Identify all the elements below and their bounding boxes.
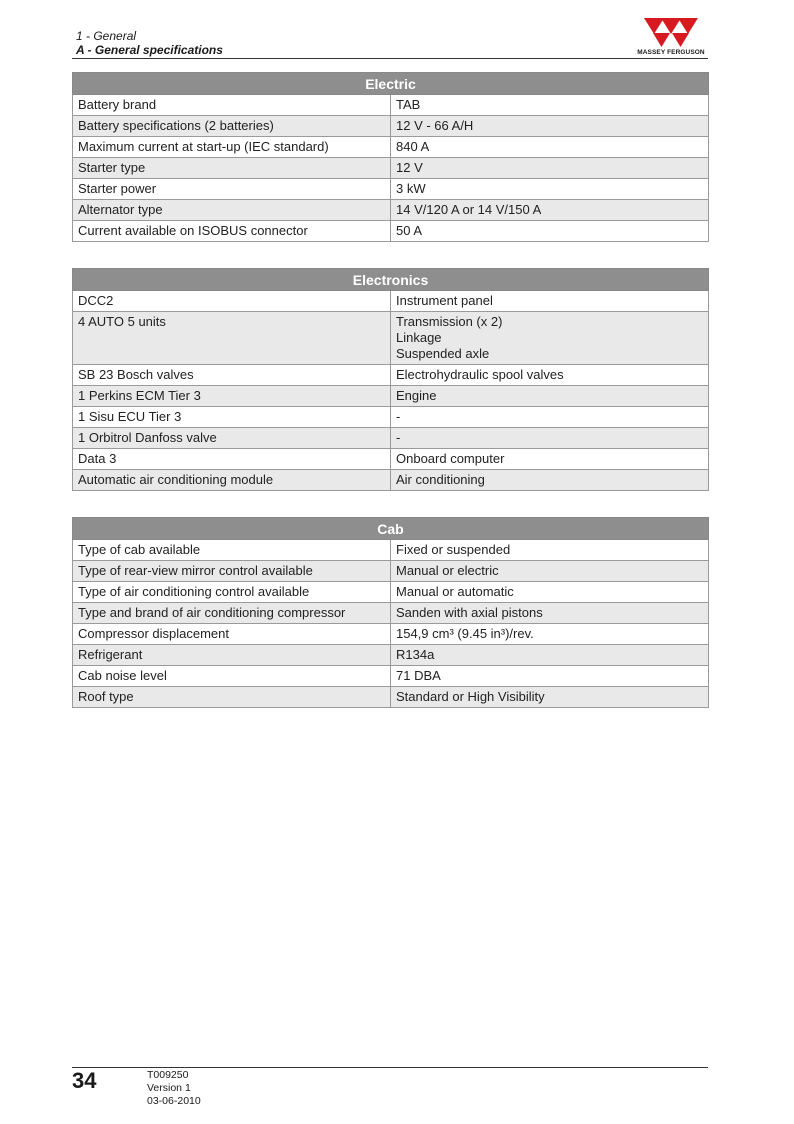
table-title: Cab: [73, 518, 709, 540]
spec-label-cell: Current available on ISOBUS connector: [73, 221, 391, 242]
spec-label-cell: Battery brand: [73, 95, 391, 116]
table-row: [73, 561, 709, 582]
spec-value-cell: TAB: [391, 95, 709, 116]
spec-value-cell: Fixed or suspended: [391, 540, 709, 561]
spec-label-cell: Starter power: [73, 179, 391, 200]
table-row: [73, 179, 709, 200]
spec-value-cell: Electrohydraulic spool valves: [391, 365, 709, 386]
footer-divider: [72, 1067, 708, 1068]
spec-value-cell: -: [391, 407, 709, 428]
spec-value-cell: 154,9 cm³ (9.45 in³)/rev.: [391, 624, 709, 645]
spec-value-cell: Instrument panel: [391, 291, 709, 312]
doc-code: T009250: [147, 1069, 189, 1081]
section-title: A - General specifications: [76, 43, 223, 57]
logo-triangle-bottom-left: [653, 33, 670, 47]
table-row: [73, 95, 709, 116]
table-row: [73, 200, 709, 221]
table-row: [73, 470, 709, 491]
spec-label-cell: Type of air conditioning control available: [73, 582, 391, 603]
logo-triangle-bottom-right: [672, 33, 689, 47]
spec-label-cell: Type of cab available: [73, 540, 391, 561]
table-row: [73, 603, 709, 624]
spec-value-cell: 50 A: [391, 221, 709, 242]
spec-label-cell: Automatic air conditioning module: [73, 470, 391, 491]
table-row: [73, 137, 709, 158]
spec-label-cell: Type and brand of air conditioning compressor: [73, 603, 391, 624]
table-row: [73, 386, 709, 407]
table-row: [73, 407, 709, 428]
page-number: 34: [72, 1068, 97, 1093]
table-row: [73, 116, 709, 137]
spec-label-cell: Battery specifications (2 batteries): [73, 116, 391, 137]
table-row: [73, 645, 709, 666]
spec-value-cell: Onboard computer: [391, 449, 709, 470]
spec-value-cell: Manual or electric: [391, 561, 709, 582]
cab-spec-table: [72, 517, 709, 708]
header-divider: [72, 58, 708, 59]
spec-value-cell: 12 V - 66 A/H: [391, 116, 709, 137]
spec-value-cell: 71 DBA: [391, 666, 709, 687]
doc-date: 03-06-2010: [147, 1095, 201, 1107]
spec-value-cell: Engine: [391, 386, 709, 407]
table-row: [73, 221, 709, 242]
spec-label-cell: Type of rear-view mirror control available: [73, 561, 391, 582]
spec-value-cell: 12 V: [391, 158, 709, 179]
spec-value-cell: Sanden with axial pistons: [391, 603, 709, 624]
spec-value-cell: Transmission (x 2) Linkage Suspended axle: [391, 312, 709, 365]
spec-label-cell: Roof type: [73, 687, 391, 708]
electric-spec-table: [72, 72, 709, 242]
chapter-label: 1 - General: [76, 29, 137, 43]
table-row: [73, 624, 709, 645]
spec-value-cell: 14 V/120 A or 14 V/150 A: [391, 200, 709, 221]
table-row: [73, 158, 709, 179]
spec-label-cell: 1 Sisu ECU Tier 3: [73, 407, 391, 428]
spec-label-cell: Compressor displacement: [73, 624, 391, 645]
spec-label-cell: SB 23 Bosch valves: [73, 365, 391, 386]
spec-value-cell: 3 kW: [391, 179, 709, 200]
document-info: [147, 1069, 201, 1108]
spec-label-cell: Cab noise level: [73, 666, 391, 687]
electronics-spec-table: [72, 268, 709, 491]
logo-triangle-left: [644, 18, 664, 34]
table-row: [73, 582, 709, 603]
doc-version: Version 1: [147, 1082, 191, 1094]
spec-label-cell: Starter type: [73, 158, 391, 179]
table-row: [73, 687, 709, 708]
spec-label-cell: 4 AUTO 5 units: [73, 312, 391, 365]
spec-label-cell: Refrigerant: [73, 645, 391, 666]
table-row: [73, 291, 709, 312]
spec-value-cell: Manual or automatic: [391, 582, 709, 603]
table-row: [73, 312, 709, 365]
spec-value-cell: R134a: [391, 645, 709, 666]
spec-value-cell: -: [391, 428, 709, 449]
table-row: [73, 365, 709, 386]
table-row: [73, 666, 709, 687]
table-row: [73, 449, 709, 470]
spec-label-cell: Data 3: [73, 449, 391, 470]
table-title: Electronics: [73, 269, 709, 291]
spec-label-cell: Alternator type: [73, 200, 391, 221]
spec-value-cell: Air conditioning: [391, 470, 709, 491]
logo-triangle-right: [678, 18, 698, 34]
spec-label-cell: DCC2: [73, 291, 391, 312]
spec-value-cell: Standard or High Visibility: [391, 687, 709, 708]
table-title: Electric: [73, 73, 709, 95]
logo-triangle-center: [661, 18, 681, 34]
spec-label-cell: 1 Orbitrol Danfoss valve: [73, 428, 391, 449]
spec-value-cell: 840 A: [391, 137, 709, 158]
spec-label-cell: Maximum current at start-up (IEC standard): [73, 137, 391, 158]
table-row: [73, 540, 709, 561]
table-row: [73, 428, 709, 449]
brand-wordmark: MASSEY FERGUSON: [637, 49, 705, 56]
spec-label-cell: 1 Perkins ECM Tier 3: [73, 386, 391, 407]
